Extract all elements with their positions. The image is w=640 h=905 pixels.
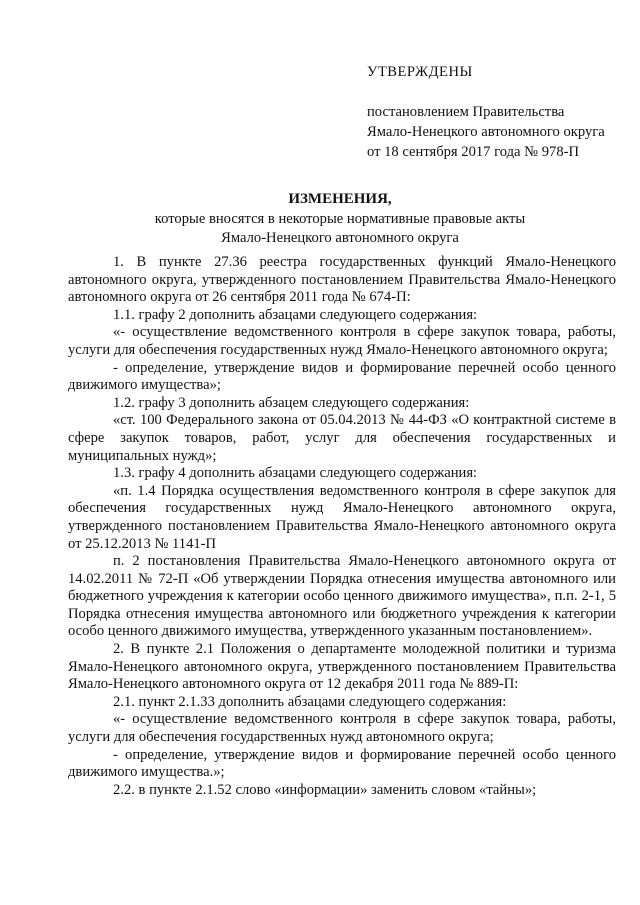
paragraph: 2. В пункте 2.1 Положения о департаменте молодежной политики и туризма Ямало-Ненецкого автономного округа, утвержденного постановлением Правительства Ямало-Ненецкого автономного округа от 12 декабря 2011 года № 889-П: xyxy=(68,641,616,693)
document-subtitle-line: которые вносятся в некоторые нормативные правовые акты xyxy=(154,211,526,227)
paragraph: п. 2 постановления Правительства Ямало-Ненецкого автономного округа от 14.02.2011 № 72-П «Об утверждении Порядка отнесения имущества автономного или бюджетного учреждения к категории особо ценного движимого имущества», п.п. 2-1, 5 Порядка отнесения имущества автономного или бюджетного учреждения к категории особо ценного движимого имущества, утвержденного указанным постановлением». xyxy=(68,553,616,640)
paragraph: - определение, утверждение видов и формирование перечней особо ценного движимого имущества.»; xyxy=(68,746,616,781)
approval-line: Ямало-Ненецкого автономного округа xyxy=(367,124,605,140)
paragraph: 1.1. графу 2 дополнить абзацами следующего содержания: xyxy=(113,306,478,323)
paragraph: 1.2. графу 3 дополнить абзацем следующего содержания: xyxy=(113,394,470,411)
paragraph: - определение, утверждение видов и формирование перечней особо ценного движимого имущества»; xyxy=(68,359,616,394)
paragraph: «- осуществление ведомственного контроля в сфере закупок товара, работы, услуги для обеспечения государственных нужд автономного округа; xyxy=(68,711,616,746)
paragraph: «п. 1.4 Порядка осуществления ведомственного контроля в сфере закупок для обеспечения государственных нужд Ямало-Ненецкого автономного округа, утвержденного постановлением Правительства Ямало-Ненецкого автономного округа от 25.12.2013 № 1141-П xyxy=(68,482,616,552)
document-heading xyxy=(60,190,620,248)
document-body xyxy=(68,254,616,799)
paragraph: 2.1. пункт 2.1.33 дополнить абзацами следующего содержания: xyxy=(113,693,507,710)
paragraph: «ст. 100 Федерального закона от 05.04.2013 № 44-ФЗ «О контрактной системе в сфере закупок товаров, работ, услуг для обеспечения государственных и муниципальных нужд»; xyxy=(68,412,616,464)
paragraph: 2.2. в пункте 2.1.52 слово «информации» заменить словом «тайны»; xyxy=(113,781,537,798)
paragraph: 1. В пункте 27.36 реестра государственных функций Ямало-Ненецкого автономного округа, утвержденного постановлением Правительства Ямало-Ненецкого автономного округа от 26 сентября 2011 года № 674-П: xyxy=(68,254,616,306)
approval-line: от 18 сентября 2017 года № 978-П xyxy=(367,144,580,160)
document-title: ИЗМЕНЕНИЯ, xyxy=(288,191,392,207)
paragraph: 1.3. графу 4 дополнить абзацами следующего содержания: xyxy=(113,465,478,482)
approval-title: УТВЕРЖДЕНЫ xyxy=(367,64,473,80)
approval-line: постановлением Правительства xyxy=(367,104,565,120)
document-subtitle-line: Ямало-Ненецкого автономного округа xyxy=(221,230,459,246)
paragraph: «- осуществление ведомственного контроля в сфере закупок товара, работы, услуги для обеспечения государственных нужд Ямало-Ненецкого автономного округа; xyxy=(68,324,616,358)
approval-block xyxy=(367,62,627,162)
